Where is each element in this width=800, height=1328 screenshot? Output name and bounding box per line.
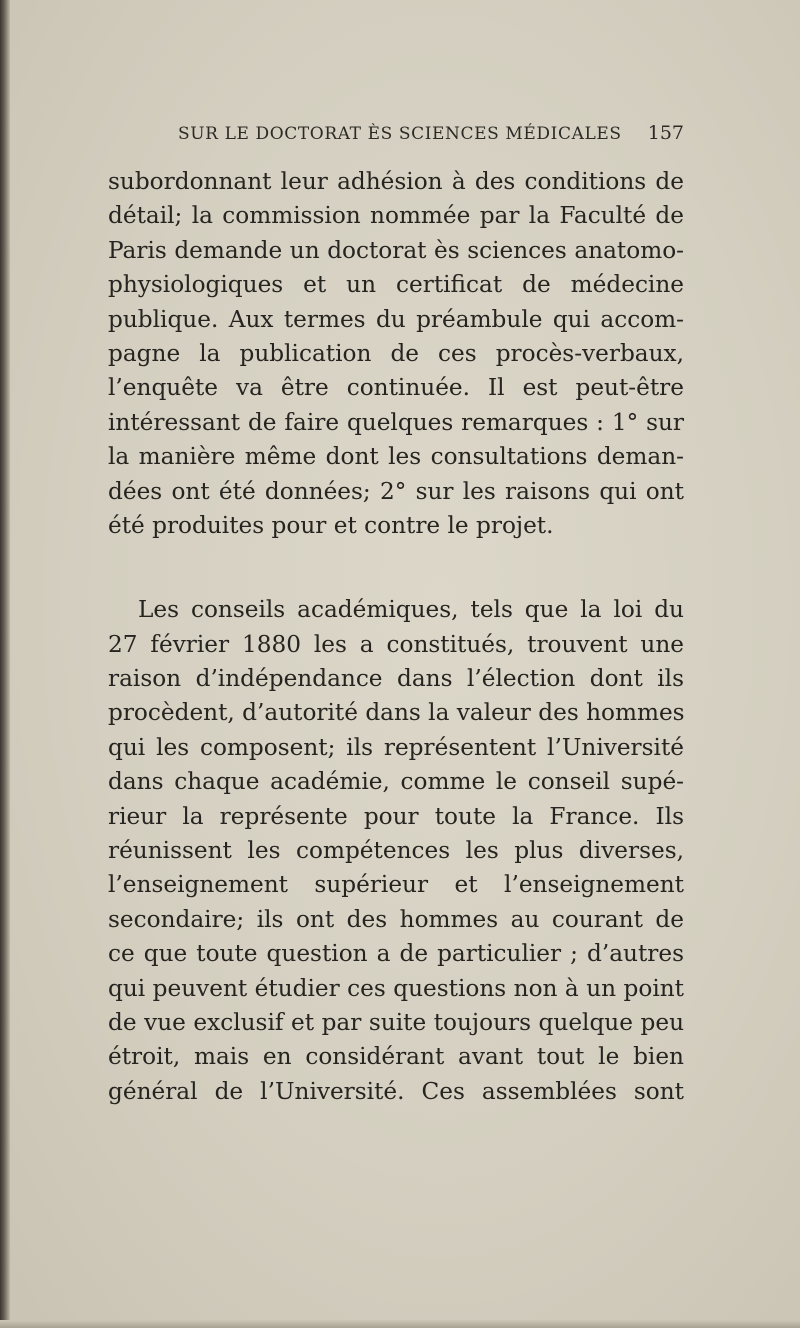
page-binding-edge <box>0 0 10 1328</box>
text-line: l’enquête va être continuée. Il est peut-être <box>108 374 684 402</box>
page-number: 157 <box>647 122 684 144</box>
text-line: de vue exclusif et par suite toujours quelque peu <box>108 1008 684 1036</box>
body-text <box>108 165 684 1109</box>
text-line: rieur la représente pour toute la France. Ils <box>108 802 684 830</box>
text-line: qui peuvent étudier ces questions non à un point <box>108 974 684 1002</box>
text-line: ce que toute question a de particulier ; d’autres <box>108 940 684 968</box>
text-line: 27 février 1880 les a constitués, trouvent une <box>108 630 684 658</box>
running-head <box>178 122 684 148</box>
text-line: Paris demande un doctorat ès sciences anatomo- <box>108 236 684 264</box>
text-line: été produites pour et contre le projet. <box>108 511 554 539</box>
paragraph-1 <box>108 165 684 543</box>
text-line: général de l’Université. Ces assemblées sont <box>108 1077 684 1105</box>
text-line: réunissent les compétences les plus diverses, <box>108 837 684 865</box>
text-line: intéressant de faire quelques remarques : 1° sur <box>108 408 684 436</box>
running-title: SUR LE DOCTORAT ÈS SCIENCES MÉDICALES <box>178 124 622 144</box>
text-line: physiologiques et un certificat de médecine <box>108 271 684 299</box>
text-line: la manière même dont les consultations deman- <box>108 443 684 471</box>
text-line: dans chaque académie, comme le conseil supé- <box>108 768 684 796</box>
text-line: procèdent, d’autorité dans la valeur des hommes <box>108 699 685 727</box>
text-line: détail; la commission nommée par la Faculté de <box>108 202 684 230</box>
page-bottom-edge <box>0 1320 800 1328</box>
paragraph-2 <box>108 593 684 1109</box>
text-line: pagne la publication de ces procès-verbaux, <box>108 339 684 367</box>
text-line: secondaire; ils ont des hommes au courant de <box>108 905 684 933</box>
text-line: l’enseignement supérieur et l’enseignement <box>108 871 684 899</box>
text-line: étroit, mais en considérant avant tout le bien <box>108 1043 684 1071</box>
paragraph-spacer <box>108 543 684 593</box>
text-line: Les conseils académiques, tels que la loi du <box>138 596 684 624</box>
text-line: raison d’indépendance dans l’élection dont ils <box>108 665 684 693</box>
text-line: subordonnant leur adhésion à des conditions de <box>108 168 684 195</box>
text-line: publique. Aux termes du préambule qui accom- <box>108 305 684 333</box>
text-line: dées ont été données; 2° sur les raisons qui ont <box>108 477 684 505</box>
text-line: qui les composent; ils représentent l’Université <box>108 733 684 761</box>
